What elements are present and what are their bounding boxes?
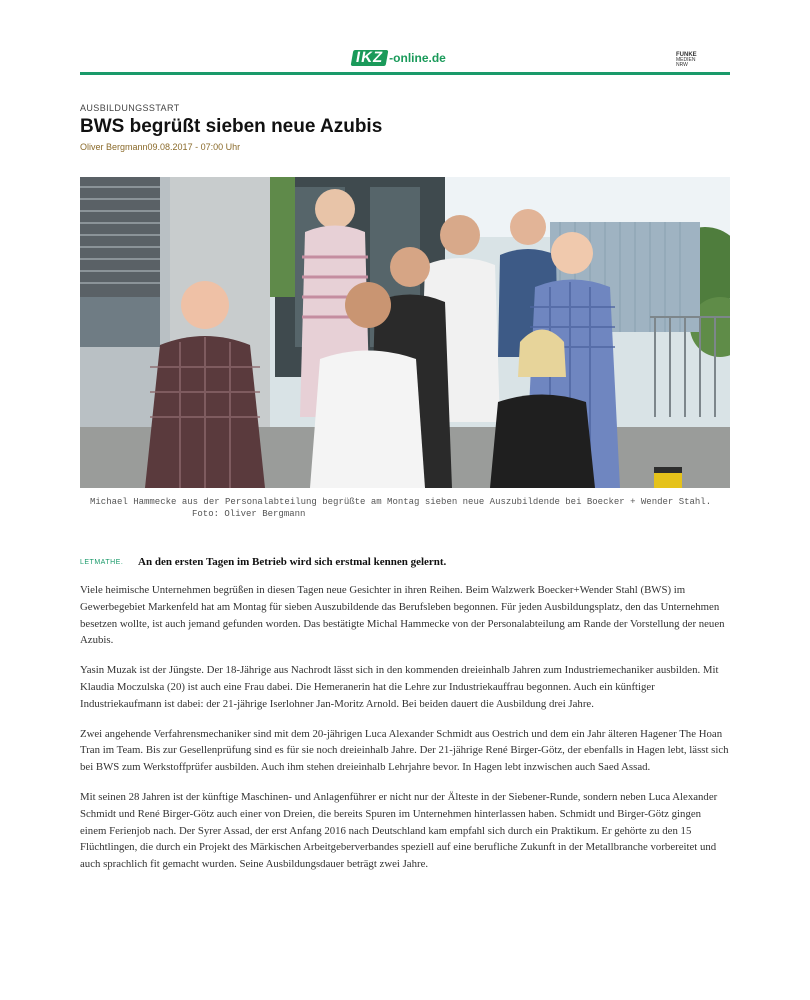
body-paragraph: Viele heimische Unternehmen begrüßen in diesen Tagen neue Gesichter in ihren Reihen. Beim Walzwerk Boecker+Wender Stahl (BWS) im Gewerbegebiet Markenfeld hat am Montag für sieben Auszubildende das Berufsleben begonnen. Für jeden Ausbildungsplatz, den das Unternehmen besetzen wollte, ist auch jemand gefunden worden. Das bestätigte Michal Hammecke von der Personalabteilung am Rande der Vorstellung der neuen Azubis.: [80, 584, 725, 647]
lead-text: An den ersten Tagen im Betrieb wird sich erstmal kennen gelernt.: [138, 556, 447, 568]
caption-text: Michael Hammecke aus der Personalabteilung begrüßte am Montag sieben neue Auszubildende bei Boecker + Wender Stahl.: [90, 497, 712, 507]
body-paragraph: Zwei angehende Verfahrensmechaniker sind mit dem 20-jährigen Luca Alexander Schmidt aus Oestrich und dem ein Jahr älteren Hagener The Hoan Tran im Team. Bis zur Gesellenprüfung sind es für sie noch dreieinhalb Jahre. Der 21-jährige René Birger-Götz, der ebenfalls in Hagen lebt, lässt sich bei BWS zum Werkstoffprüfer ausbilden. Auch ihm stehen dreieinhalb Lehrjahre bevor. In Hagen lebt inzwischen auch Saed Assad.: [80, 727, 729, 774]
article-body: [80, 582, 730, 886]
publisher-region: NRW: [676, 62, 688, 68]
body-paragraph: Yasin Muzak ist der Jüngste. Der 18-Jährige aus Nachrodt lässt sich in den kommenden dreieinhalb Jahren zum Industriemechaniker ausbilden. Mit Klaudia Moczulska (20) ist auch eine Frau dabei. Die Hemeranerin hat die Lehre zur Industriekauffrau begonnen. Auch ein künftiger Industriekaufmann ist dabei: der 21-jährige Iserlohner Jan-Moritz Arnold. Bei beiden dauert die Ausbildung drei Jahre.: [80, 664, 719, 710]
article-title: BWS begrüßt sieben neue Azubis: [80, 116, 383, 137]
article-photo: [80, 177, 730, 488]
publisher-name: FUNKE: [676, 52, 697, 58]
body-paragraph: Mit seinen 28 Jahren ist der künftige Maschinen- und Anlagenführer er nicht nur der Älteste in der Siebener-Runde, sondern neben Luca Alexander Schmidt und René Birger-Götz auch einer von Dreien, die bereits Spuren im Unternehmen hinterlassen haben. Schmidt und Birger-Götz gingen einem Ferienjob nach. Der Syrer Assad, der erst Anfang 2016 nach Deutschland kam empfahl sich durch ein Praktikum. Er gehörte zu den 15 Flüchtlingen, die durch ein Projekt des Märkischen Arbeitgeberverbandes speziell auf eine berufliche Zukunft in der Metallbranche vorbereitet und auch sprachlich fit gemacht wurden. Seine Ausbildungsdauer beträgt zwei Jahre.: [80, 790, 718, 871]
dateline: LETMATHE.: [80, 559, 124, 566]
logo-mark: IKZ: [351, 50, 389, 66]
article-kicker: AUSBILDUNGSSTART: [80, 103, 180, 113]
photo-caption: [80, 496, 730, 520]
publisher-sub: MEDIEN: [676, 57, 696, 63]
group-photo-illustration: [80, 177, 730, 488]
masthead: [80, 48, 730, 74]
publisher-logo: [676, 53, 700, 68]
photo-credit: Foto: Oliver Bergmann: [192, 509, 306, 519]
logo-suffix: -online.de: [389, 51, 446, 65]
header-divider: [80, 72, 730, 75]
article-byline: Oliver Bergmann09.08.2017 - 07:00 Uhr: [80, 142, 241, 152]
site-logo[interactable]: [352, 48, 446, 68]
article-lead: [80, 556, 730, 568]
